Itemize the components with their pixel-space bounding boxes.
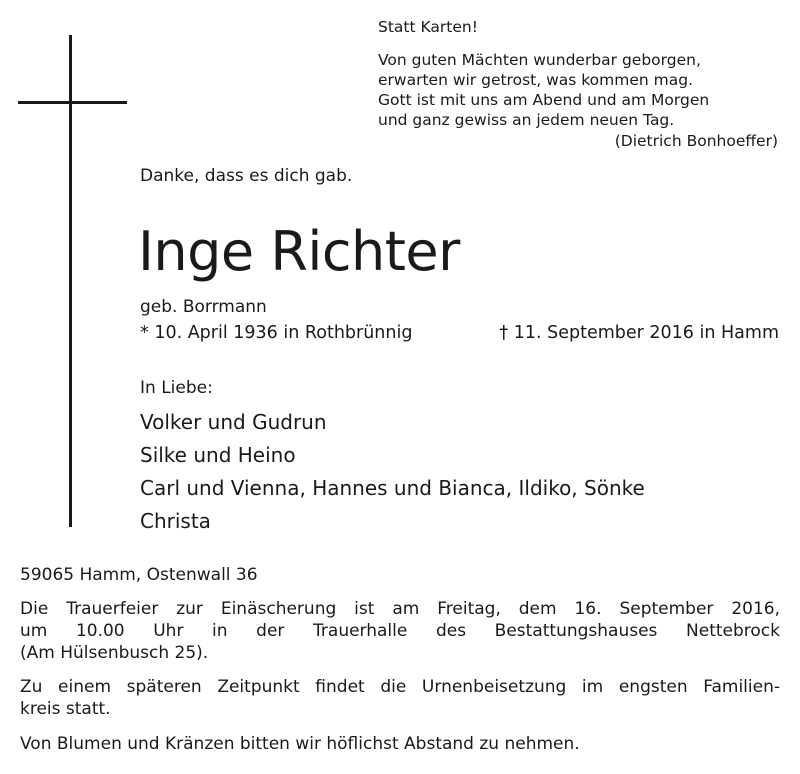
poem <box>378 50 709 130</box>
funeral-paragraph <box>20 598 780 664</box>
cross-horizontal-bar <box>18 101 127 104</box>
flowers-line: Von Blumen und Kränzen bitten wir höflichst Abstand zu nehmen. <box>20 734 580 754</box>
flowers-paragraph <box>20 733 780 755</box>
family-member: Carl und Vienna, Hannes und Bianca, Ildiko, Sönke <box>140 476 645 500</box>
urn-line: kreis statt. <box>20 699 111 719</box>
family-member: Silke und Heino <box>140 443 296 467</box>
urn-line: Zu einem späteren Zeitpunkt findet die Urnenbeisetzung im engsten Familien- <box>20 677 780 697</box>
death-info: † 11. September 2016 in Hamm <box>499 323 779 343</box>
family-intro: In Liebe: <box>140 378 213 398</box>
cross-vertical-bar <box>69 35 72 527</box>
urn-paragraph <box>20 676 780 720</box>
family-member: Volker und Gudrun <box>140 410 327 434</box>
poem-author: (Dietrich Bonhoeffer) <box>614 132 778 150</box>
poem-line: Von guten Mächten wunderbar geborgen, <box>378 51 701 69</box>
maiden-name: geb. Borrmann <box>140 297 267 317</box>
funeral-line: um 10.00 Uhr in der Trauerhalle des Bestattungshauses Nettebrock <box>20 621 780 641</box>
birth-info: * 10. April 1936 in Rothbrünnig <box>140 323 413 343</box>
poem-line: und ganz gewiss an jedem neuen Tag. <box>378 111 675 129</box>
poem-line: Gott ist mit uns am Abend und am Morgen <box>378 91 710 109</box>
family-list <box>140 406 645 538</box>
deceased-name: Inge Richter <box>138 220 460 283</box>
family-member: Christa <box>140 509 211 533</box>
statt-karten-heading: Statt Karten! <box>378 18 478 36</box>
funeral-line: (Am Hülsenbusch 25). <box>20 643 209 663</box>
funeral-line: Die Trauerfeier zur Einäscherung ist am Freitag, dem 16. September 2016, <box>20 599 780 619</box>
address: 59065 Hamm, Ostenwall 36 <box>20 565 258 585</box>
thanks-line: Danke, dass es dich gab. <box>140 166 353 186</box>
poem-line: erwarten wir getrost, was kommen mag. <box>378 71 694 89</box>
